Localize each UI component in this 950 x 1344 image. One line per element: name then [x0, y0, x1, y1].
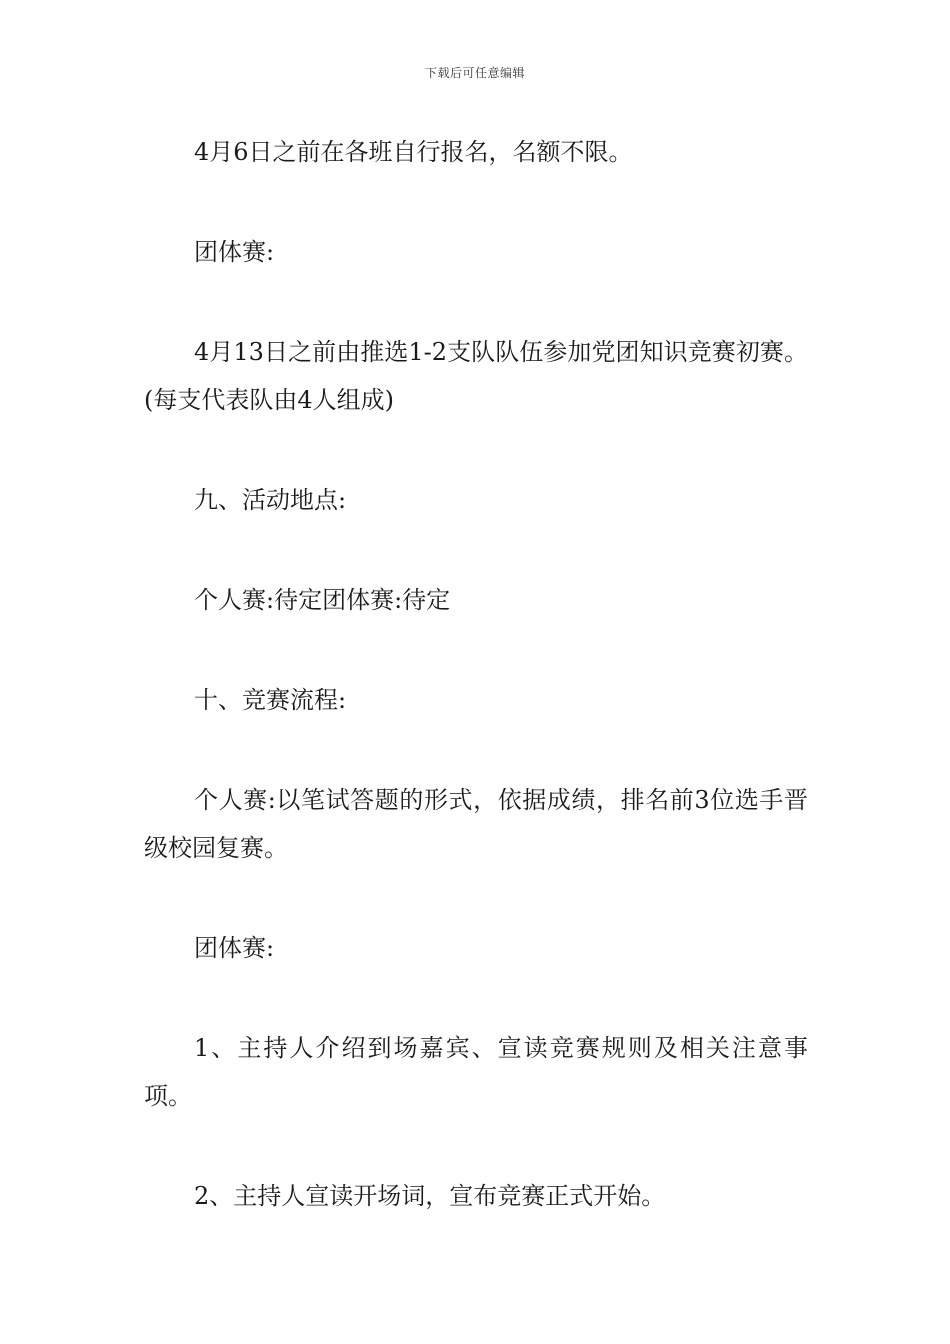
paragraph-gap — [144, 276, 808, 328]
paragraph-gap — [144, 1120, 808, 1172]
paragraph-gap — [144, 524, 808, 576]
paragraph-gap — [144, 176, 808, 228]
paragraph-gap — [144, 724, 808, 776]
paragraph-registration-deadline: 4月6日之前在各班自行报名，名额不限。 — [194, 138, 633, 166]
header-note: 下载后可任意编辑 — [424, 66, 525, 80]
paragraph-gap — [144, 872, 808, 924]
paragraph-individual-process: 个人赛:以笔试答题的形式，依据成绩，排名前3位选手晋级校园复赛。 — [144, 786, 808, 862]
paragraph-team-selection: 4月13日之前由推选1-2支队队伍参加党团知识竞赛初赛。(每支代表队由4人组成) — [144, 338, 808, 414]
paragraph-step-2: 2、主持人宣读开场词，宣布竞赛正式开始。 — [194, 1182, 666, 1210]
paragraph-venue-details: 个人赛:待定团体赛:待定 — [194, 586, 451, 614]
document-body — [144, 128, 808, 1220]
paragraph-gap — [144, 624, 808, 676]
paragraph-gap — [144, 972, 808, 1024]
section-heading-process: 十、竞赛流程: — [194, 686, 347, 714]
section-heading-venue: 九、活动地点: — [194, 486, 347, 514]
paragraph-team-heading-2: 团体赛: — [194, 934, 275, 962]
paragraph-gap — [144, 424, 808, 476]
paragraph-team-heading: 团体赛: — [194, 238, 275, 266]
paragraph-step-1: 1、主持人介绍到场嘉宾、宣读竞赛规则及相关注意事项。 — [144, 1034, 808, 1110]
